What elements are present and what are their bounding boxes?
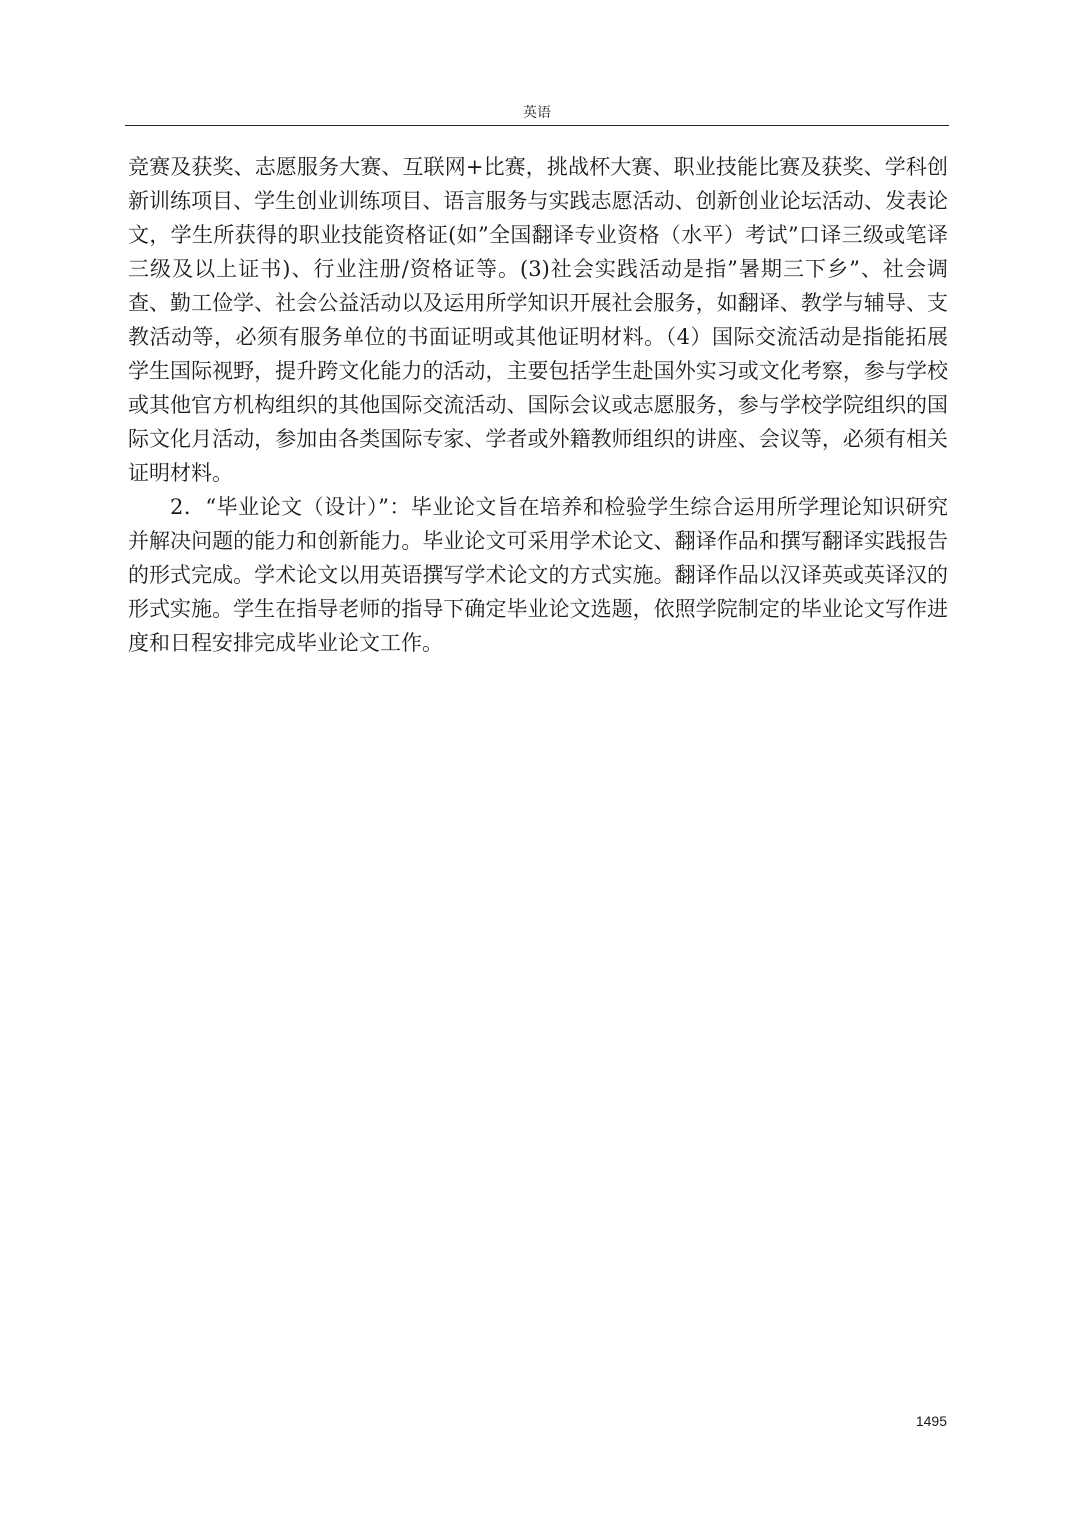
body-text [128,150,948,660]
paragraph-graduation-thesis: 2．“毕业论文（设计）”：毕业论文旨在培养和检验学生综合运用所学理论知识研究并解决问题的能力和创新能力。毕业论文可采用学术论文、翻译作品和撰写翻译实践报告的形式完成。学术论文以用英语撰写学术论文的方式实施。翻译作品以汉译英或英译汉的形式实施。学生在指导老师的指导下确定毕业论文选题，依照学院制定的毕业论文写作进度和日程安排完成毕业论文工作。 [128,495,948,655]
paragraph-continuation: 竞赛及获奖、志愿服务大赛、互联网+比赛，挑战杯大赛、职业技能比赛及获奖、学科创新训练项目、学生创业训练项目、语言服务与实践志愿活动、创新创业论坛活动、发表论文，学生所获得的职业技能资格证(如”全国翻译专业资格（水平）考试”口译三级或笔译三级及以上证书)、行业注册/资格证等。(3)社会实践活动是指”暑期三下乡”、社会调查、勤工俭学、社会公益活动以及运用所学知识开展社会服务，如翻译、教学与辅导、支教活动等，必须有服务单位的书面证明或其他证明材料。（4）国际交流活动是指能拓展学生国际视野，提升跨文化能力的活动，主要包括学生赴国外实习或文化考察，参与学校或其他官方机构组织的其他国际交流活动、国际会议或志愿服务，参与学校学院组织的国际文化月活动，参加由各类国际专家、学者或外籍教师组织的讲座、会议等，必须有相关证明材料。 [128,155,948,485]
header-rule [125,125,949,126]
running-header: 英语 [523,105,551,121]
page-number: 1495 [915,1413,947,1429]
